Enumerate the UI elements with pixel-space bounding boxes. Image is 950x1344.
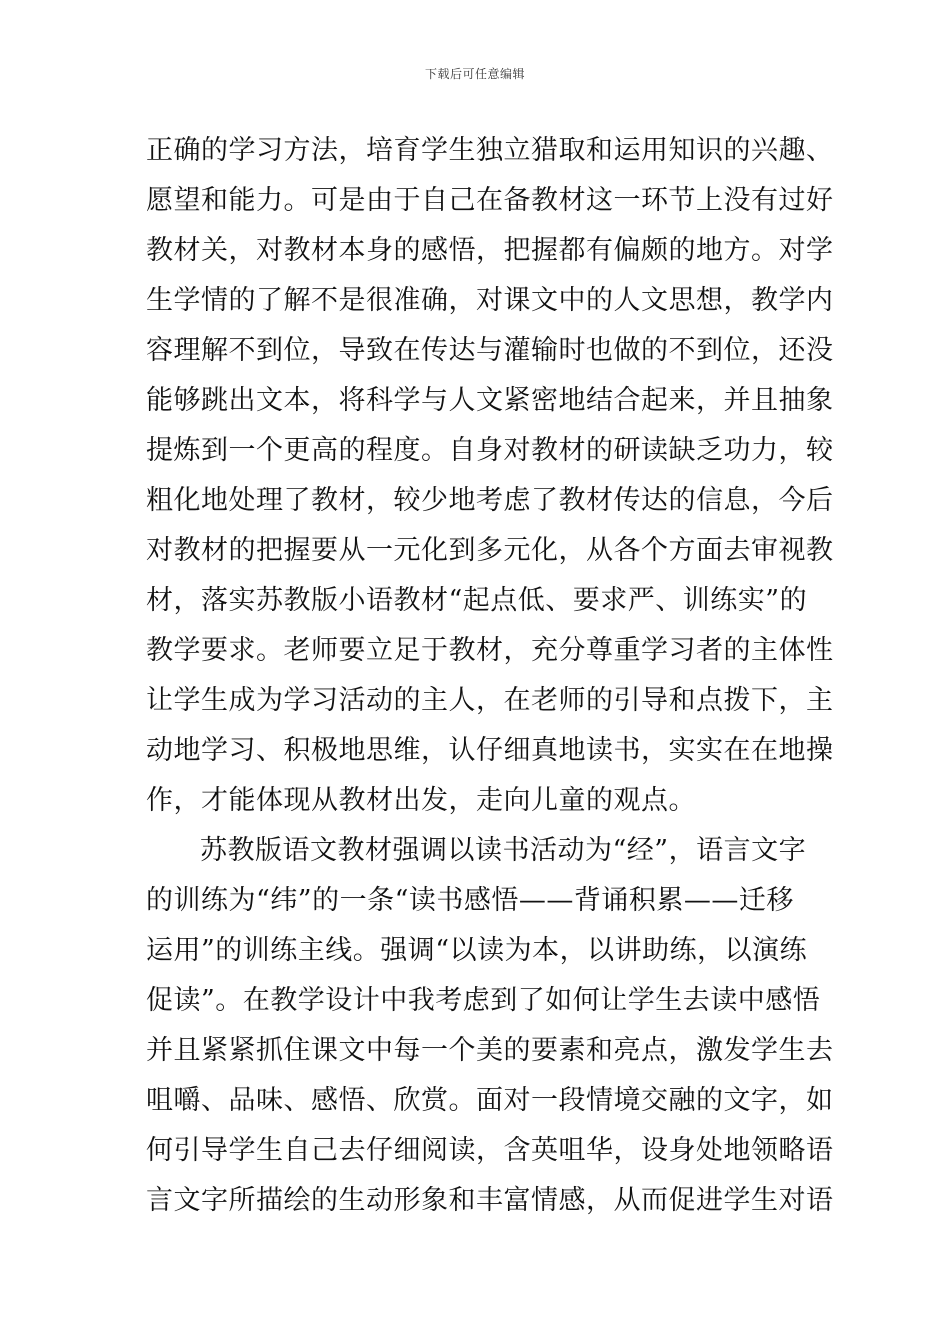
text-line: 生学情的了解不是很准确，对课文中的人文思想，教学内 [146, 285, 834, 316]
paragraph-first-line: 苏教版语文教材强调以读书活动为“经”，语言文字 [200, 835, 807, 866]
text-line: 让学生成为学习活动的主人，在老师的引导和点拨下，主 [146, 685, 834, 716]
text-line: 动地学习、积极地思维，认仔细真地读书，实实在在地操 [146, 735, 834, 766]
text-line: 粗化地处理了教材，较少地考虑了教材传达的信息，今后 [146, 485, 834, 516]
text-line: 容理解不到位，导致在传达与灌输时也做的不到位，还没 [146, 335, 834, 366]
text-line: 愿望和能力。可是由于自己在备教材这一环节上没有过好 [146, 185, 834, 216]
text-line: 材，落实苏教版小语教材“起点低、要求严、训练实”的 [146, 585, 808, 616]
text-line: 咀嚼、品味、感悟、欣赏。面对一段情境交融的文字，如 [146, 1085, 834, 1116]
body-text [146, 126, 834, 1226]
text-line: 正确的学习方法，培育学生独立猎取和运用知识的兴趣、 [146, 135, 834, 166]
text-line: 运用”的训练主线。强调“以读为本，以讲助练，以演练 [146, 935, 808, 966]
text-line: 教学要求。老师要立足于教材，充分尊重学习者的主体性 [146, 635, 834, 666]
text-line: 何引导学生自己去仔细阅读，含英咀华，设身处地领略语 [146, 1135, 834, 1166]
text-line: 能够跳出文本，将科学与人文紧密地结合起来，并且抽象 [146, 385, 834, 416]
download-note: 下载后可任意编辑 [424, 67, 525, 81]
text-line: 教材关，对教材本身的感悟，把握都有偏颇的地方。对学 [146, 235, 834, 266]
text-line: 促读”。在教学设计中我考虑到了如何让学生去读中感悟 [146, 985, 821, 1016]
text-line: 的训练为“纬”的一条“读书感悟——背诵积累——迁移 [146, 885, 794, 916]
text-line: 言文字所描绘的生动形象和丰富情感，从而促进学生对语 [146, 1185, 834, 1216]
text-line: 并且紧紧抓住课文中每一个美的要素和亮点，激发学生去 [146, 1035, 834, 1066]
text-line: 对教材的把握要从一元化到多元化，从各个方面去审视教 [146, 535, 834, 566]
text-line: 提炼到一个更高的程度。自身对教材的研读缺乏功力，较 [146, 435, 834, 466]
text-line: 作，才能体现从教材出发，走向儿童的观点。 [146, 785, 696, 816]
